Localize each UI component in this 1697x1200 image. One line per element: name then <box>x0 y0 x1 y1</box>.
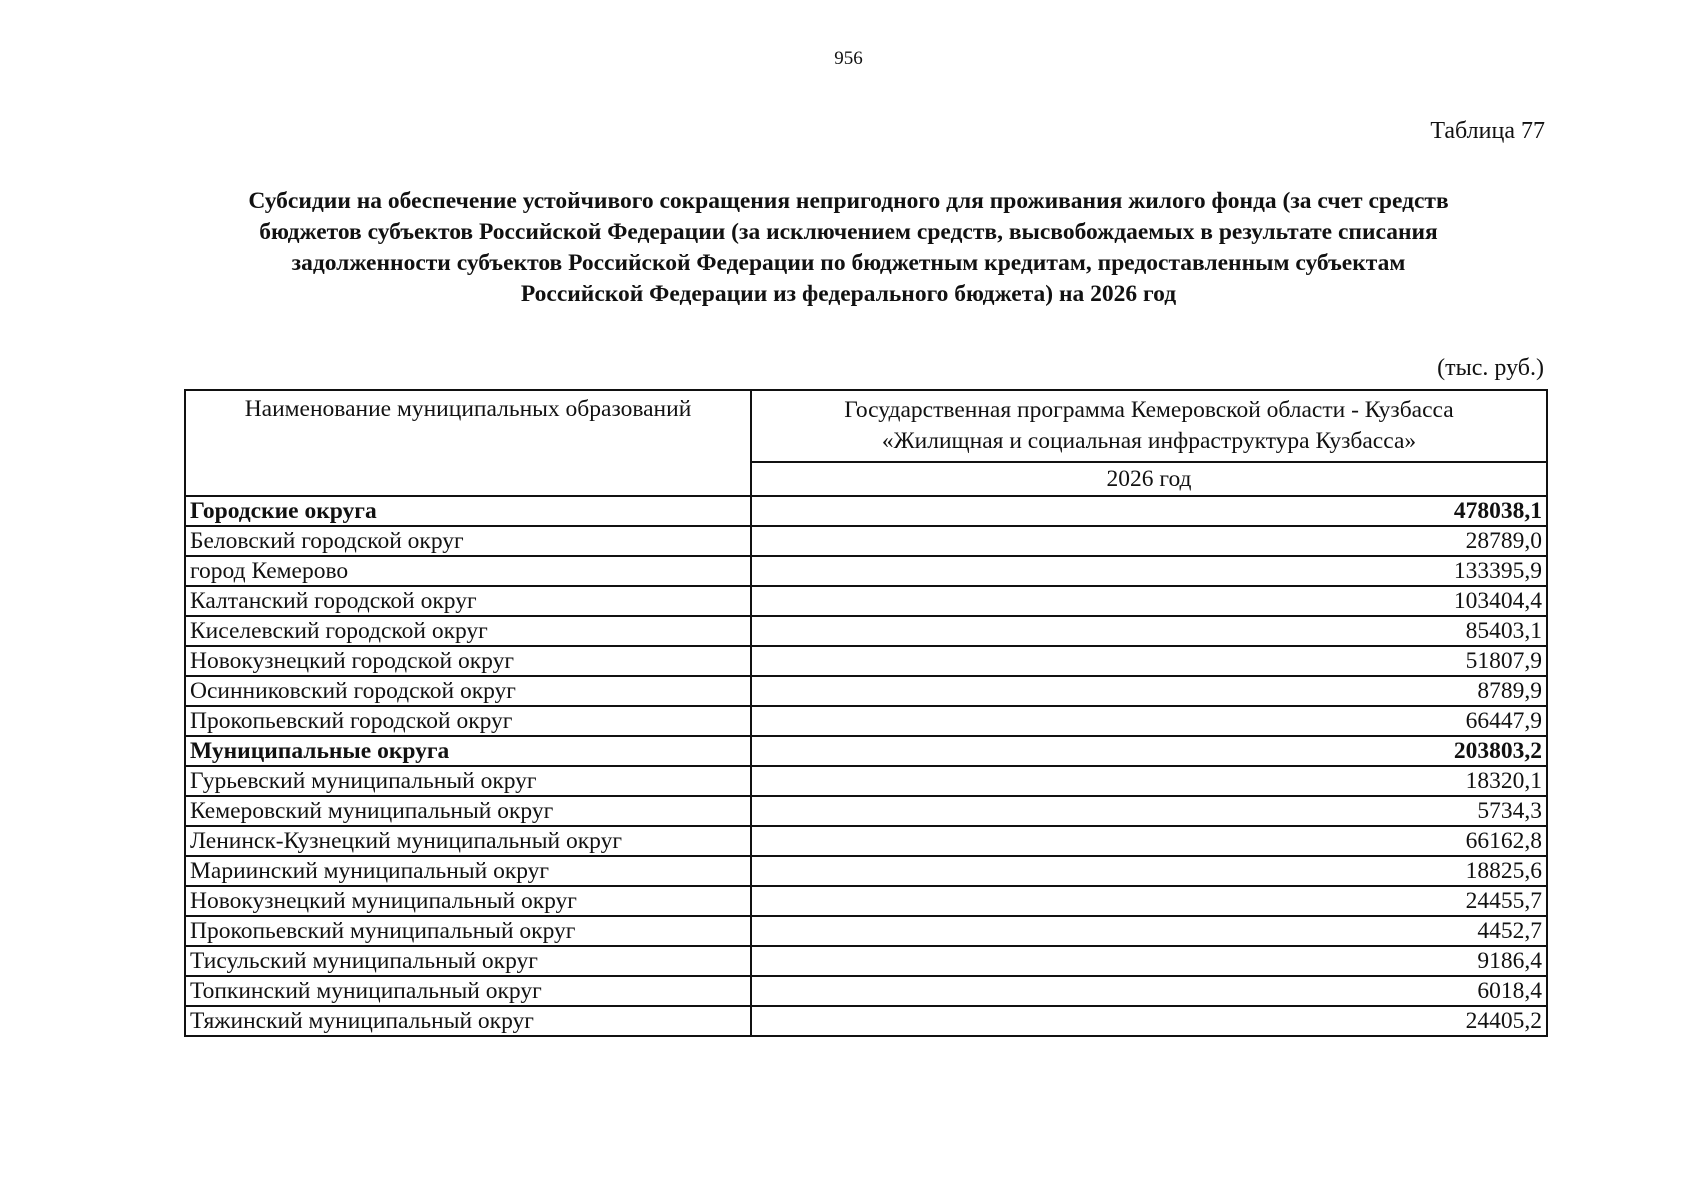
subsidy-value-cell: 203803,2 <box>751 736 1547 766</box>
municipality-name-cell: Гурьевский муниципальный округ <box>185 766 751 796</box>
subsidy-value-cell: 6018,4 <box>751 976 1547 1006</box>
header-program-line: «Жилищная и социальная инфраструктура Кузбасса» <box>881 428 1417 454</box>
table-row <box>185 976 1547 1006</box>
subsidy-value-cell: 478038,1 <box>751 496 1547 526</box>
municipality-name-cell: Городские округа <box>185 496 751 526</box>
municipality-name-cell: Топкинский муниципальный округ <box>185 976 751 1006</box>
table-row <box>185 586 1547 616</box>
table-row <box>185 826 1547 856</box>
municipality-name-cell: Тисульский муниципальный округ <box>185 946 751 976</box>
subsidy-value-cell: 133395,9 <box>751 556 1547 586</box>
document-title <box>184 186 1513 310</box>
municipality-name-cell: Прокопьевский городской округ <box>185 706 751 736</box>
title-line: Российской Федерации из федерального бюджета) на 2026 год <box>520 281 1177 307</box>
municipality-name-cell: Кемеровский муниципальный округ <box>185 796 751 826</box>
header-year-cell: 2026 год <box>751 462 1547 496</box>
title-line: задолженности субъектов Российской Федерации по бюджетным кредитам, предоставленным субъектам <box>291 250 1406 276</box>
header-name-cell: Наименование муниципальных образований <box>185 390 751 496</box>
subsidy-value-cell: 66447,9 <box>751 706 1547 736</box>
table-row <box>185 646 1547 676</box>
subsidy-value-cell: 103404,4 <box>751 586 1547 616</box>
table-row <box>185 556 1547 586</box>
municipality-name-cell: Ленинск-Кузнецкий муниципальный округ <box>185 826 751 856</box>
municipality-name-cell: Осинниковский городской округ <box>185 676 751 706</box>
page-number: 956 <box>834 48 863 69</box>
table-row <box>185 676 1547 706</box>
header-row <box>185 390 1547 462</box>
subsidy-value-cell: 51807,9 <box>751 646 1547 676</box>
subsidy-value-cell: 8789,9 <box>751 676 1547 706</box>
municipality-name-cell: Прокопьевский муниципальный округ <box>185 916 751 946</box>
subsidy-value-cell: 18825,6 <box>751 856 1547 886</box>
title-line: Субсидии на обеспечение устойчивого сокращения непригодного для проживания жилого фонда (за счет средств <box>248 188 1449 214</box>
municipality-name-cell: Новокузнецкий муниципальный округ <box>185 886 751 916</box>
subsidy-value-cell: 4452,7 <box>751 916 1547 946</box>
header-program-cell <box>751 390 1547 462</box>
subsidy-value-cell: 24405,2 <box>751 1006 1547 1036</box>
subsidy-value-cell: 28789,0 <box>751 526 1547 556</box>
table-row <box>185 526 1547 556</box>
municipality-name-cell: Киселевский городской округ <box>185 616 751 646</box>
table-group-row <box>185 736 1547 766</box>
title-line: бюджетов субъектов Российской Федерации (за исключением средств, высвобождаемых в результате списания <box>259 219 1438 245</box>
table-row <box>185 856 1547 886</box>
table-row <box>185 796 1547 826</box>
units-label: (тыс. руб.) <box>1437 355 1544 381</box>
subsidy-value-cell: 24455,7 <box>751 886 1547 916</box>
municipality-name-cell: Муниципальные округа <box>185 736 751 766</box>
table-row <box>185 616 1547 646</box>
table-row <box>185 766 1547 796</box>
table-group-row <box>185 496 1547 526</box>
municipality-name-cell: Беловский городской округ <box>185 526 751 556</box>
table-row <box>185 916 1547 946</box>
table-row <box>185 946 1547 976</box>
subsidy-value-cell: 66162,8 <box>751 826 1547 856</box>
subsidies-table <box>184 389 1548 1037</box>
header-program-line: Государственная программа Кемеровской области - Кузбасса <box>844 397 1454 423</box>
municipality-name-cell: Новокузнецкий городской округ <box>185 646 751 676</box>
table-row <box>185 886 1547 916</box>
table-row <box>185 706 1547 736</box>
subsidy-value-cell: 9186,4 <box>751 946 1547 976</box>
municipality-name-cell: Мариинский муниципальный округ <box>185 856 751 886</box>
municipality-name-cell: город Кемерово <box>185 556 751 586</box>
municipality-name-cell: Калтанский городской округ <box>185 586 751 616</box>
subsidy-value-cell: 18320,1 <box>751 766 1547 796</box>
subsidy-value-cell: 5734,3 <box>751 796 1547 826</box>
table-number: Таблица 77 <box>1430 118 1545 144</box>
table-row <box>185 1006 1547 1036</box>
municipality-name-cell: Тяжинский муниципальный округ <box>185 1006 751 1036</box>
subsidy-value-cell: 85403,1 <box>751 616 1547 646</box>
